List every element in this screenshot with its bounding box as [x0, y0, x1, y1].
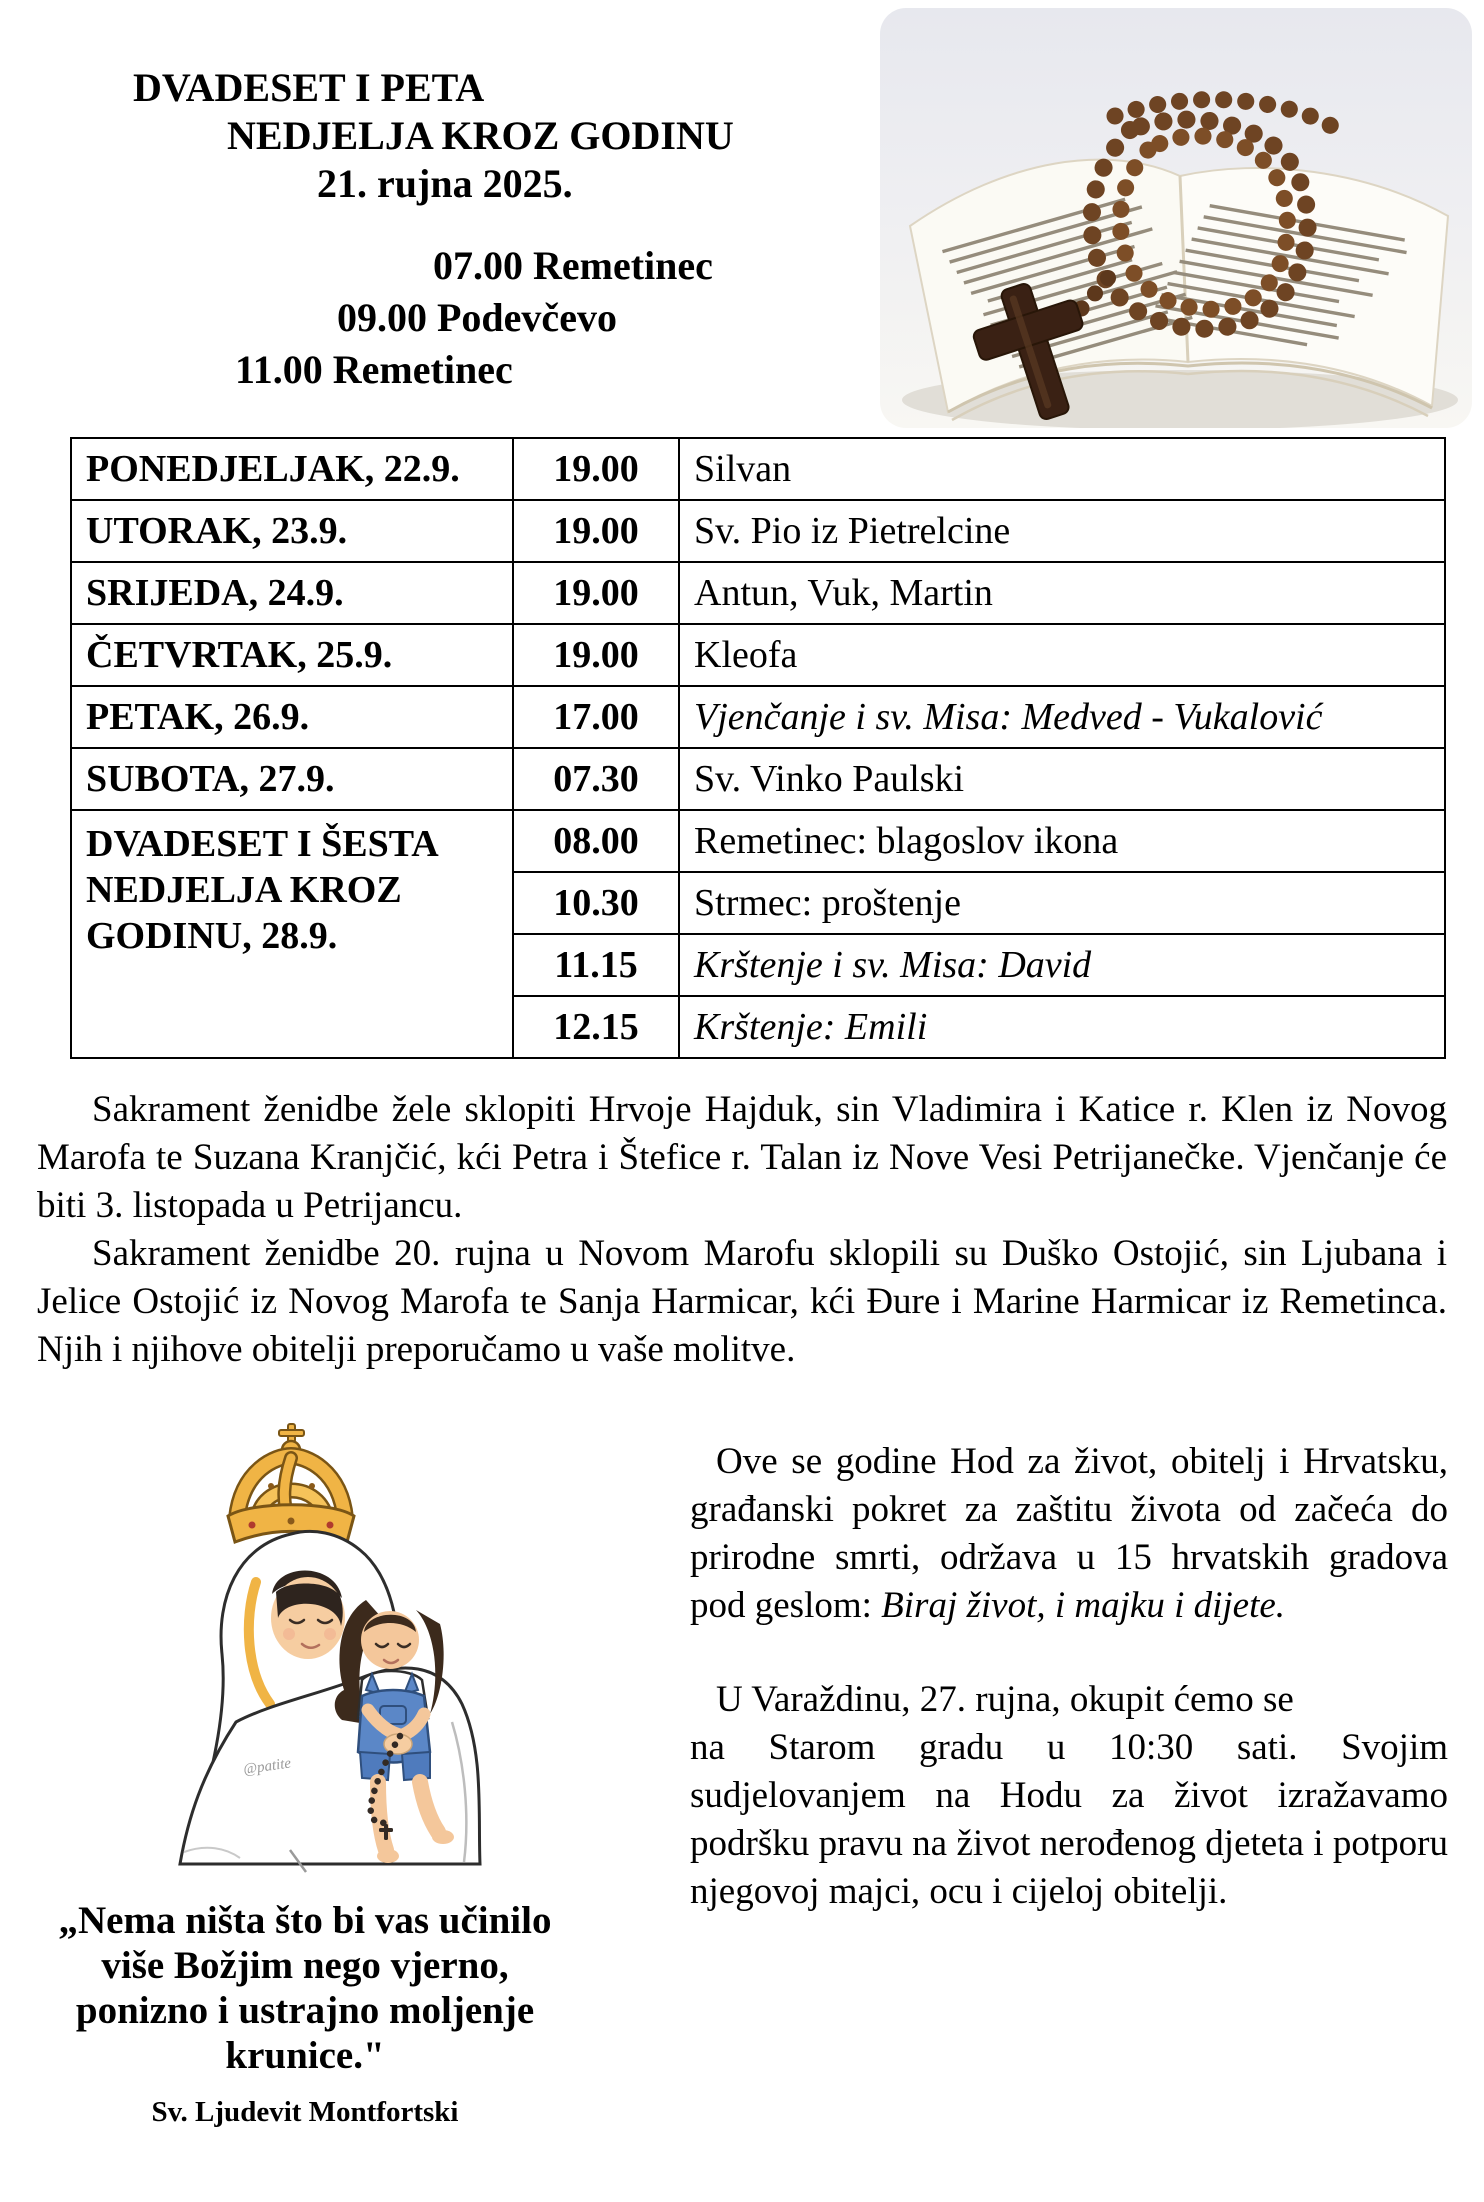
title-line-3: 21. rujna 2025. — [317, 161, 573, 206]
announcement-paragraph-2: Sakrament ženidbe 20. rujna u Novom Marofu sklopili su Duško Ostojić, sin Ljubana i Jelice Ostojić iz Novog Marofa te Sanja Harmicar, kći Đure i Marine Harmicar iz Remetinca. Njih i njihove obitelji preporučamo u vaše molitve. — [37, 1233, 1447, 1370]
paragraph-motto-italic: Biraj život, i majku i dijete. — [881, 1585, 1286, 1626]
time-cell: 12.15 — [513, 996, 679, 1058]
table-row — [71, 562, 1445, 624]
table-row — [71, 686, 1445, 748]
walk-for-life-paragraph-2-rest: na Starom gradu u 10:30 sati. Svojim sudjelovanjem na Hodu za život izražavamo podršku pravu na život nerođenog djeteta i potporu njegovoj majci, ocu i cijeloj obitelji. — [690, 1727, 1448, 1912]
artist-signature: @patite — [242, 1755, 293, 1778]
announcement-paragraph-1: Sakrament ženidbe žele sklopiti Hrvoje Hajduk, sin Vladimira i Katice r. Klen iz Novog Marofa te Suzana Kranjčić, kći Petra i Štefice r. Talan iz Nove Vesi Petrijanečke. Vjenčanje će biti 3. listopada u Petrijancu. — [37, 1089, 1447, 1226]
paragraph-text: Ove se godine Hod za život, obitelj i Hrvatsku, građanski pokret za zaštitu života od začeća do prirodne smrti, održava u 15 hrvatskih gradova pod geslom: — [690, 1441, 1448, 1626]
time-cell: 19.00 — [513, 438, 679, 500]
day-cell: SUBOTA, 27.9. — [71, 748, 513, 810]
table-row — [71, 500, 1445, 562]
marriage-announcements — [37, 1086, 1447, 1374]
day-cell: SRIJEDA, 24.9. — [71, 562, 513, 624]
quote-line: više Božjim nego vjerno, — [101, 1944, 509, 1987]
title-line-2: NEDJELJA KROZ GODINU — [227, 113, 734, 158]
title-line-1: DVADESET I PETA — [133, 65, 485, 110]
walk-for-life-paragraph-2-line-1: U Varaždinu, 27. rujna, okupit ćemo se — [716, 1679, 1294, 1720]
sunday-mass-times — [235, 240, 713, 396]
event-cell: Vjenčanje i sv. Misa: Medved - Vukalović — [679, 686, 1445, 748]
quote-line: krunice." — [225, 2034, 385, 2077]
table-row — [71, 810, 1445, 872]
event-cell: Antun, Vuk, Martin — [679, 562, 1445, 624]
event-cell: Silvan — [679, 438, 1445, 500]
rosary-photo — [880, 8, 1472, 428]
event-cell: Sv. Vinko Paulski — [679, 748, 1445, 810]
time-cell: 17.00 — [513, 686, 679, 748]
rosary-quote — [38, 1898, 572, 2135]
mary-child-illustration — [140, 1422, 512, 1874]
time-cell: 07.30 — [513, 748, 679, 810]
day-cell-sunday: DVADESET I ŠESTA NEDJELJA KROZ GODINU, 28.9. — [71, 810, 513, 1058]
quote-line: ponizno i ustrajno moljenje — [75, 1989, 535, 2032]
table-row — [71, 438, 1445, 500]
walk-for-life-paragraph-1 — [690, 1438, 1448, 1630]
event-cell: Krštenje: Emili — [679, 996, 1445, 1058]
mass-time: 07.00 Remetinec — [433, 243, 713, 288]
time-cell: 19.00 — [513, 562, 679, 624]
event-cell: Remetinec: blagoslov ikona — [679, 810, 1445, 872]
day-cell: PONEDJELJAK, 22.9. — [71, 438, 513, 500]
day-cell: PETAK, 26.9. — [71, 686, 513, 748]
page-title — [133, 64, 734, 208]
mass-time: 09.00 Podevčevo — [337, 295, 617, 340]
day-cell: UTORAK, 23.9. — [71, 500, 513, 562]
crown-icon — [228, 1424, 354, 1542]
event-cell: Sv. Pio iz Pietrelcine — [679, 500, 1445, 562]
table-row — [71, 748, 1445, 810]
table-row — [71, 624, 1445, 686]
weekly-schedule-table — [70, 437, 1446, 1059]
event-cell: Krštenje i sv. Misa: David — [679, 934, 1445, 996]
mass-time: 11.00 Remetinec — [235, 347, 513, 392]
event-cell: Kleofa — [679, 624, 1445, 686]
day-cell: ČETVRTAK, 25.9. — [71, 624, 513, 686]
time-cell: 19.00 — [513, 624, 679, 686]
walk-for-life-text — [690, 1438, 1448, 1916]
quote-attribution: Sv. Ljudevit Montfortski — [151, 2096, 459, 2128]
time-cell: 19.00 — [513, 500, 679, 562]
event-cell: Strmec: proštenje — [679, 872, 1445, 934]
time-cell: 10.30 — [513, 872, 679, 934]
time-cell: 08.00 — [513, 810, 679, 872]
time-cell: 11.15 — [513, 934, 679, 996]
quote-line: „Nema ništa što bi vas učinilo — [58, 1899, 552, 1942]
